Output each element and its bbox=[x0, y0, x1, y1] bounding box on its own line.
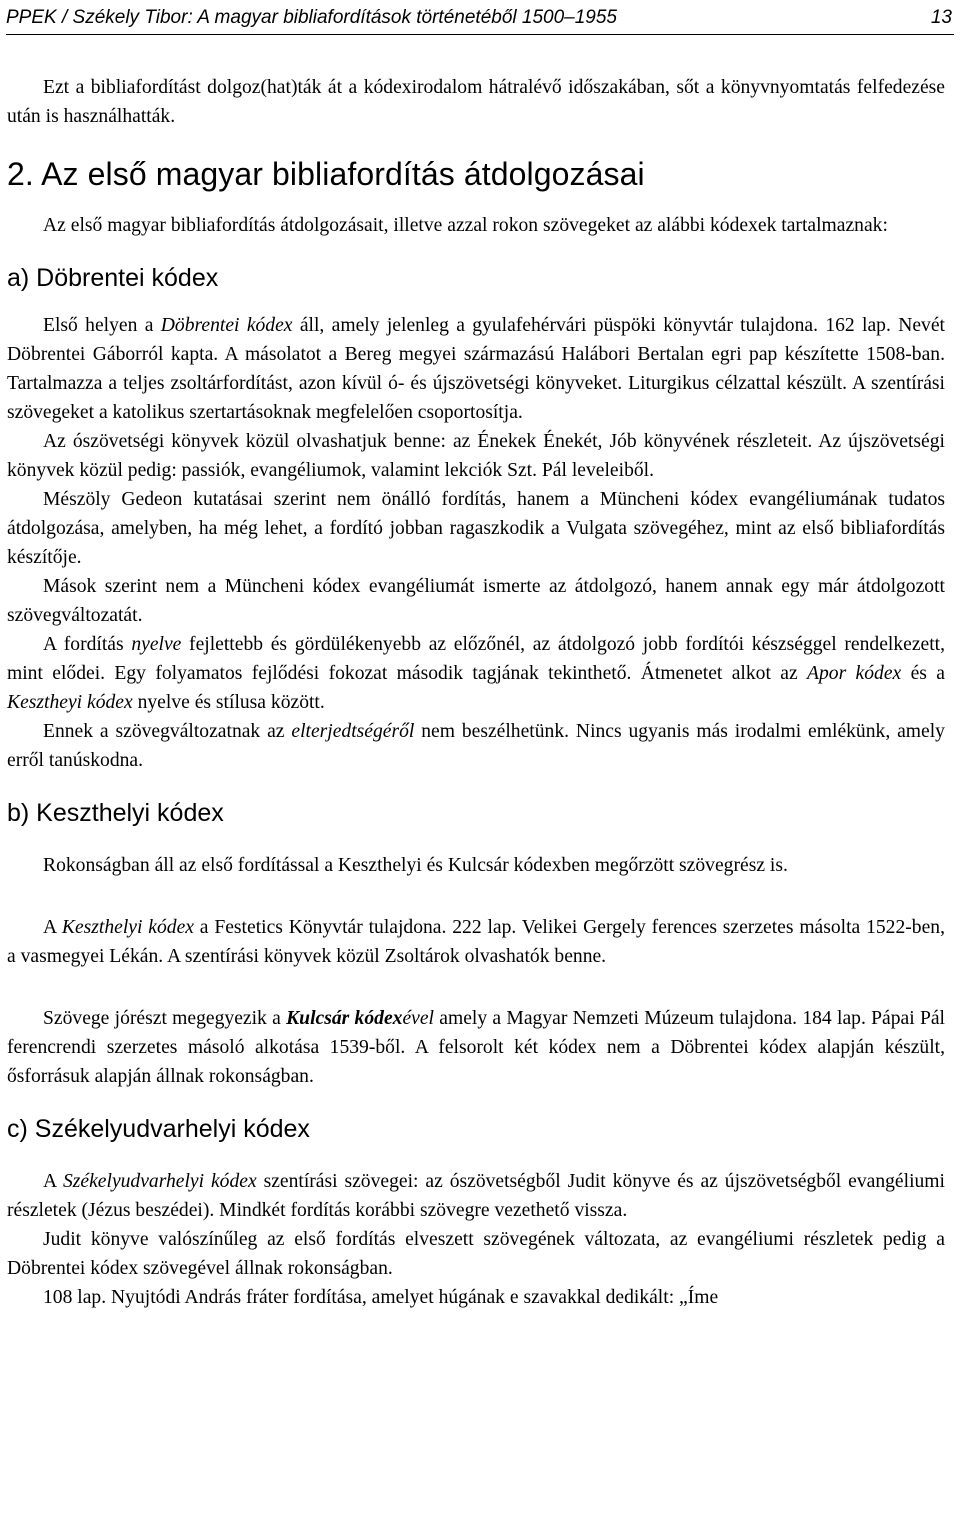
subsection-heading-a: a) Döbrentei kódex bbox=[7, 264, 219, 292]
paragraph-a4: Mások szerint nem a Müncheni kódex evangéliumát ismerte az átdolgozó, hanem annak egy már átdolgozott szövegváltozatát. bbox=[7, 576, 945, 626]
emphasis-text: Székelyudvarhelyi kódex bbox=[62, 1171, 257, 1192]
paragraph-b3: Szövege jórészt megegyezik a Kulcsár kódexével amely a Magyar Nemzeti Múzeum tulajdona. 184 lap. Pápai Pál ferencrendi szerzetes másoló alkotása 1539-ből. A felsorolt két kódex nem a Döbrentei kódex alapján készült, ősforrásuk alapján állnak rokonságban. bbox=[7, 1008, 945, 1087]
emphasis-text: nyelve bbox=[131, 634, 182, 655]
header-title: PPEK / Székely Tibor: A magyar bibliafordítások történetéből 1500–1955 bbox=[6, 7, 617, 28]
document-body bbox=[7, 73, 945, 1312]
emphasis-text: Kulcsár kódex bbox=[286, 1008, 403, 1029]
emphasis-text: ével bbox=[402, 1008, 434, 1029]
paragraph-c1: A Székelyudvarhelyi kódex szentírási szövegei: az ószövetségből Judit könyve és az újszövetségből evangéliumi részletek (Jézus beszédei). Mindkét fordítás korábbi szövegre vezethető vissza. bbox=[7, 1171, 945, 1221]
paragraph-c2: Judit könyve valószínűleg az első fordítás elveszett szövegének változata, az evangéliumi részletek pedig a Döbrentei kódex szövegével állnak rokonságban. bbox=[7, 1229, 945, 1279]
emphasis-text: Apor kódex bbox=[807, 663, 902, 684]
section-heading: 2. Az első magyar bibliafordítás átdolgozásai bbox=[7, 156, 645, 192]
emphasis-text: Kesztheyi kódex bbox=[7, 692, 133, 713]
paragraph-a1: Első helyen a Döbrentei kódex áll, amely jelenleg a gyulafehérvári püspöki könyvtár tulajdona. 162 lap. Nevét Döbrentei Gáborról kapta. A másolatot a Bereg megyei származású Halábori Bertalan egri pap készítette 1508-ban. Tartalmazza a teljes zsoltárfordítást, azon kívül ó- és újszövetségi könyveket. Liturgikus célzattal készült. A szentírási szövegeket a katolikus szertartásoknak megfelelően csoportosítja. bbox=[7, 315, 945, 423]
paragraph-b2: A Keszthelyi kódex a Festetics Könyvtár tulajdona. 222 lap. Velikei Gergely ferences szerzetes másolta 1522-ben, a vasmegyei Lékán. A szentírási könyvek közül Zsoltárok olvashatók benne. bbox=[7, 917, 945, 967]
paragraph-a3: Mészöly Gedeon kutatásai szerint nem önálló fordítás, hanem a Müncheni kódex evangéliumának tudatos átdolgozása, amelyben, ha még lehet, a fordító jobban ragaszkodik a Vulgata szövegéhez, mint az első bibliafordítás készítője. bbox=[7, 489, 945, 568]
page-number: 13 bbox=[930, 7, 952, 28]
running-header bbox=[6, 4, 954, 35]
paragraph-a2: Az ószövetségi könyvek közül olvashatjuk benne: az Énekek Énekét, Jób könyvének részleteit. Az újszövetségi könyvek közül pedig: passiók, evangéliumok, valamint lekciók Szt. Pál leveleiből. bbox=[7, 431, 945, 481]
intro-paragraph: Ezt a bibliafordítást dolgoz(hat)ták át a kódexirodalom hátralévő időszakában, sőt a könyvnyomtatás felfedezése után is használhatták. bbox=[7, 77, 945, 127]
paragraph-a6: Ennek a szövegváltozatnak az elterjedtségéről nem beszélhetünk. Nincs ugyanis más irodalmi emlékünk, amely erről tanúskodna. bbox=[7, 721, 945, 771]
paragraph-c3: 108 lap. Nyujtódi András fráter fordítása, amelyet húgának e szavakkal dedikált: „Íme bbox=[43, 1287, 719, 1308]
subsection-heading-c: c) Székelyudvarhelyi kódex bbox=[7, 1115, 310, 1143]
subsection-heading-b: b) Keszthelyi kódex bbox=[7, 799, 224, 827]
section-intro-paragraph: Az első magyar bibliafordítás átdolgozásait, illetve azzal rokon szövegeket az alábbi kódexek tartalmaznak: bbox=[43, 215, 888, 236]
paragraph-a5: A fordítás nyelve fejlettebb és gördülékenyebb az előzőnél, az átdolgozó jobb fordítói készséggel rendelkezett, mint elődei. Egy folyamatos fejlődési fokozat második tagjának tekinthető. Átmenetet alkot az Apor kódex és a Kesztheyi kódex nyelve és stílusa között. bbox=[7, 634, 946, 713]
emphasis-text: elterjedtségéről bbox=[291, 721, 415, 742]
emphasis-text: Keszthelyi kódex bbox=[61, 917, 194, 938]
emphasis-text: Döbrentei kódex bbox=[160, 315, 293, 336]
paragraph-b1: Rokonságban áll az első fordítással a Keszthelyi és Kulcsár kódexben megőrzött szövegrész is. bbox=[43, 855, 788, 876]
